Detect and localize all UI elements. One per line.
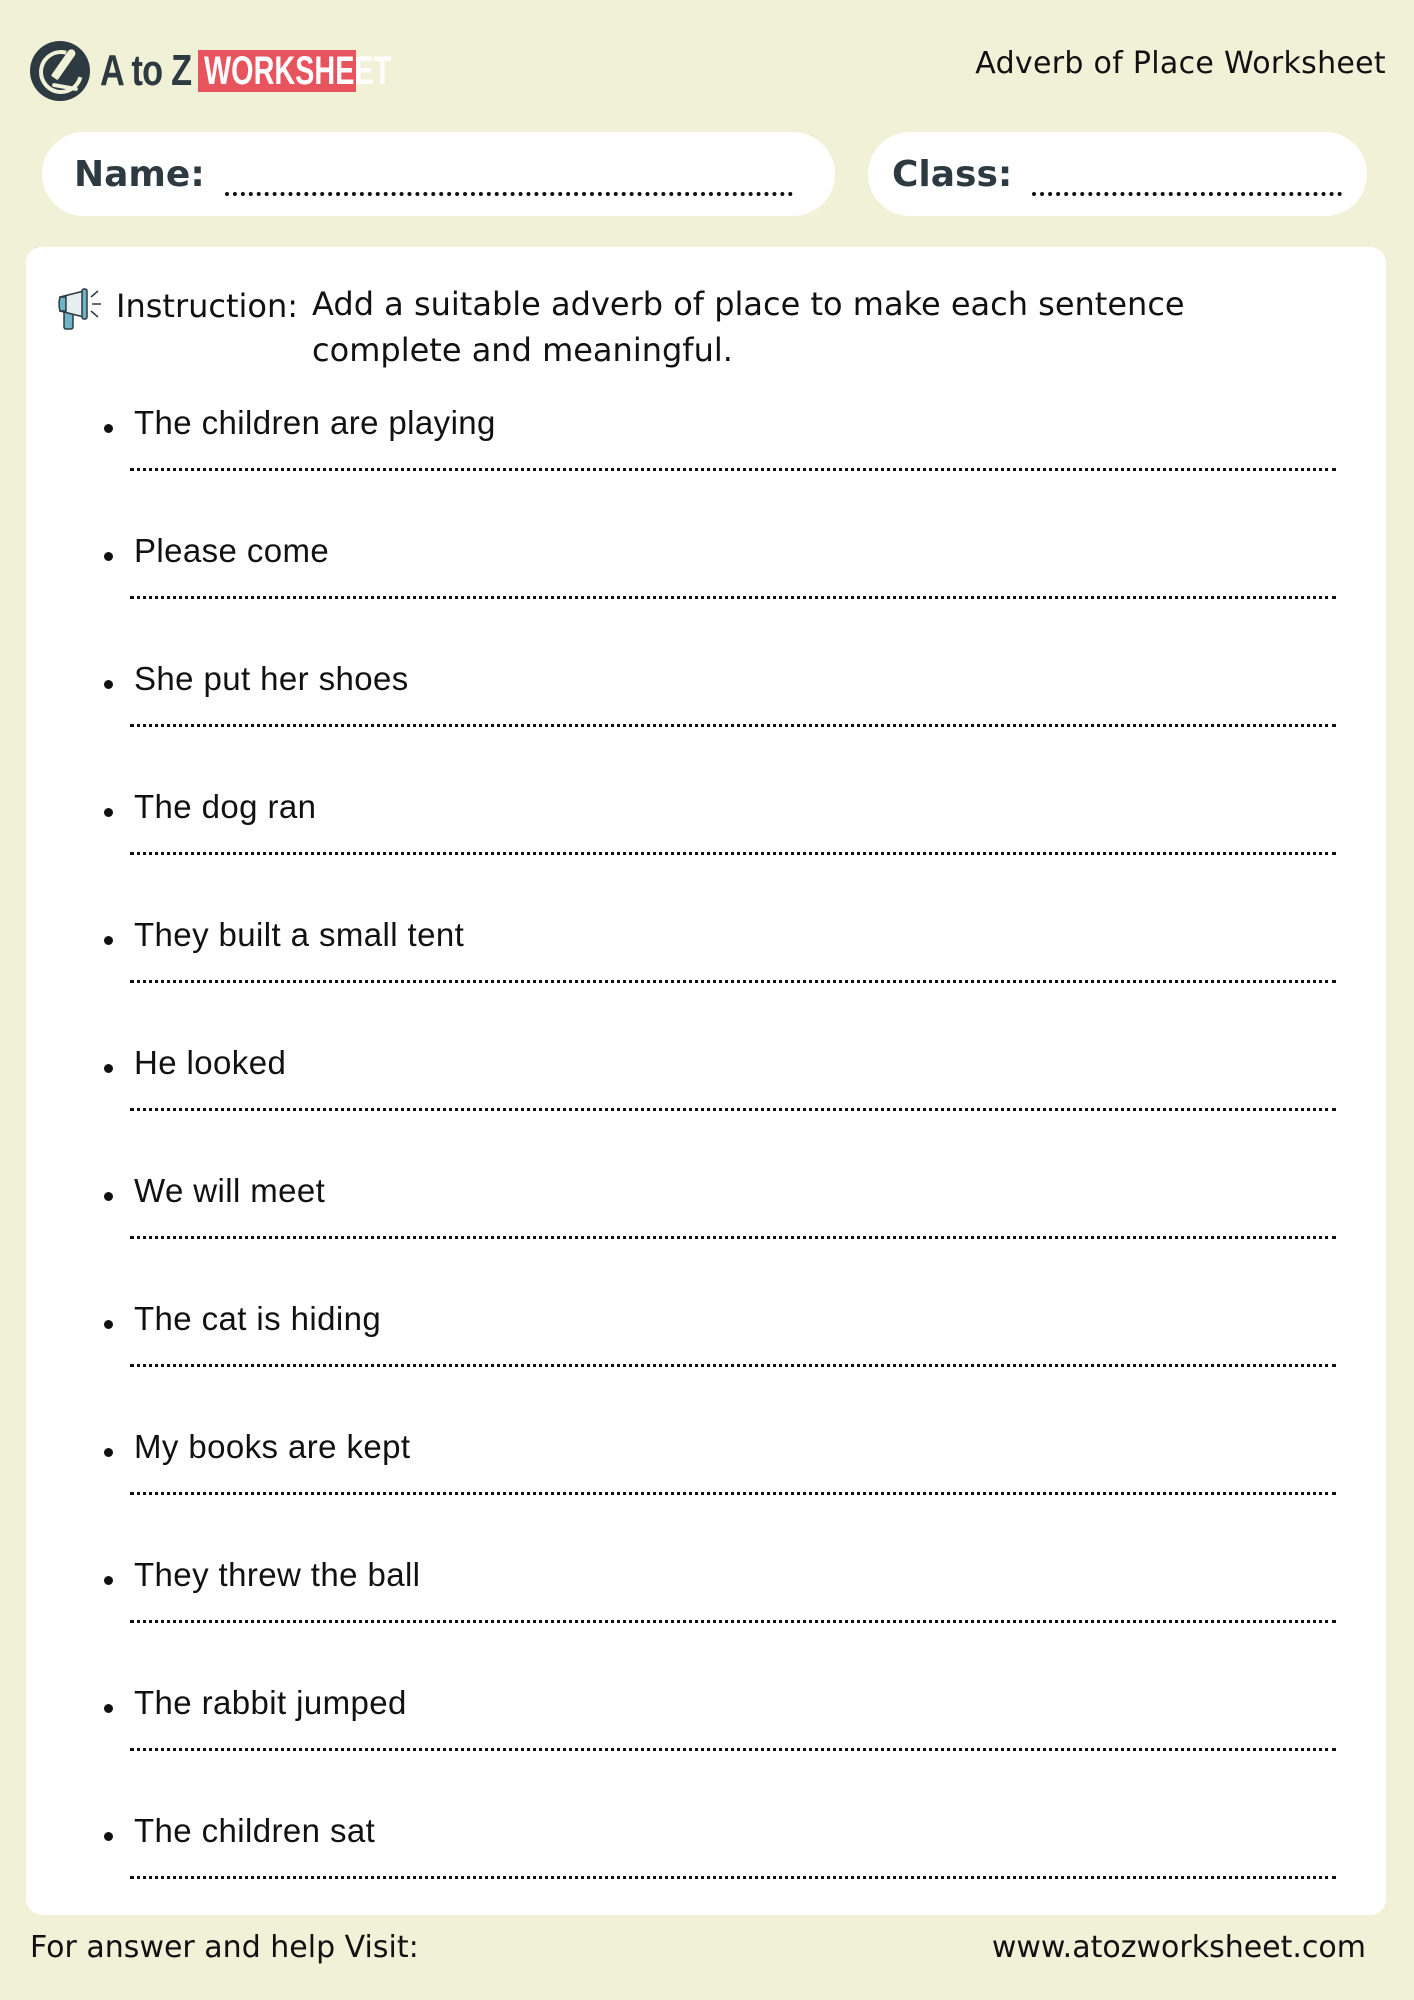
bullet-icon: [104, 680, 113, 689]
answer-line[interactable]: [130, 1620, 1336, 1623]
pen-nib-circle-icon: [30, 41, 90, 101]
question-text: They built a small tent: [134, 916, 465, 953]
bullet-icon: [104, 936, 113, 945]
footer-help-text: For answer and help Visit:: [30, 1930, 419, 1965]
class-input-line[interactable]: [1032, 192, 1342, 196]
bullet-icon: [104, 1832, 113, 1841]
answer-line[interactable]: [130, 1236, 1336, 1239]
answer-line[interactable]: [130, 980, 1336, 983]
answer-line[interactable]: [130, 468, 1336, 471]
class-label: Class:: [892, 153, 1013, 195]
list-item: [104, 1300, 1344, 1434]
logo-badge: [198, 49, 392, 93]
worksheet-title: Adverb of Place Worksheet: [975, 46, 1386, 81]
list-item: [104, 788, 1344, 922]
question-text: The cat is hiding: [134, 1300, 382, 1337]
question-text: The rabbit jumped: [134, 1684, 407, 1721]
answer-line[interactable]: [130, 596, 1336, 599]
question-text: We will meet: [134, 1172, 326, 1209]
answer-line[interactable]: [130, 1492, 1336, 1495]
instruction: [56, 287, 1252, 373]
list-item: [104, 532, 1344, 666]
list-item: [104, 1044, 1344, 1178]
logo-badge-text: WORKSHEET: [204, 49, 392, 93]
worksheet-card: [26, 247, 1386, 1915]
instruction-text: Add a suitable adverb of place to make each sentence complete and meaningful.: [312, 285, 1185, 369]
bullet-icon: [104, 424, 113, 433]
name-field[interactable]: [42, 132, 835, 216]
bullet-icon: [104, 808, 113, 817]
bullet-icon: [104, 1576, 113, 1585]
list-item: [104, 1172, 1344, 1306]
answer-line[interactable]: [130, 1748, 1336, 1751]
bullet-icon: [104, 1320, 113, 1329]
question-text: She put her shoes: [134, 660, 409, 697]
list-item: [104, 916, 1344, 1050]
answer-line[interactable]: [130, 1364, 1336, 1367]
bullet-icon: [104, 1448, 113, 1457]
bullet-icon: [104, 1064, 113, 1073]
list-item: [104, 1812, 1344, 1946]
list-item: [104, 1556, 1344, 1690]
list-item: [104, 660, 1344, 794]
bullet-icon: [104, 1704, 113, 1713]
answer-line[interactable]: [130, 724, 1336, 727]
instruction-label: Instruction:: [116, 287, 299, 325]
name-label: Name:: [74, 153, 205, 195]
list-item: [104, 1684, 1344, 1818]
list-item: [104, 1428, 1344, 1562]
question-text: They threw the ball: [134, 1556, 421, 1593]
question-text: The children are playing: [134, 404, 496, 441]
megaphone-icon: [56, 287, 104, 331]
question-text: The children sat: [134, 1812, 376, 1849]
logo-text: A to Z: [100, 46, 192, 95]
bullet-icon: [104, 552, 113, 561]
question-text: He looked: [134, 1044, 287, 1081]
bullet-icon: [104, 1192, 113, 1201]
list-item: [104, 404, 1344, 538]
site-logo: [30, 40, 392, 102]
question-text: Please come: [134, 532, 330, 569]
answer-line[interactable]: [130, 1108, 1336, 1111]
answer-line[interactable]: [130, 852, 1336, 855]
question-text: My books are kept: [134, 1428, 411, 1465]
question-text: The dog ran: [134, 788, 317, 825]
name-input-line[interactable]: [225, 192, 793, 196]
footer-website-link[interactable]: www.atozworksheet.com: [991, 1930, 1366, 1965]
class-field[interactable]: [868, 132, 1367, 216]
answer-line[interactable]: [130, 1876, 1336, 1879]
